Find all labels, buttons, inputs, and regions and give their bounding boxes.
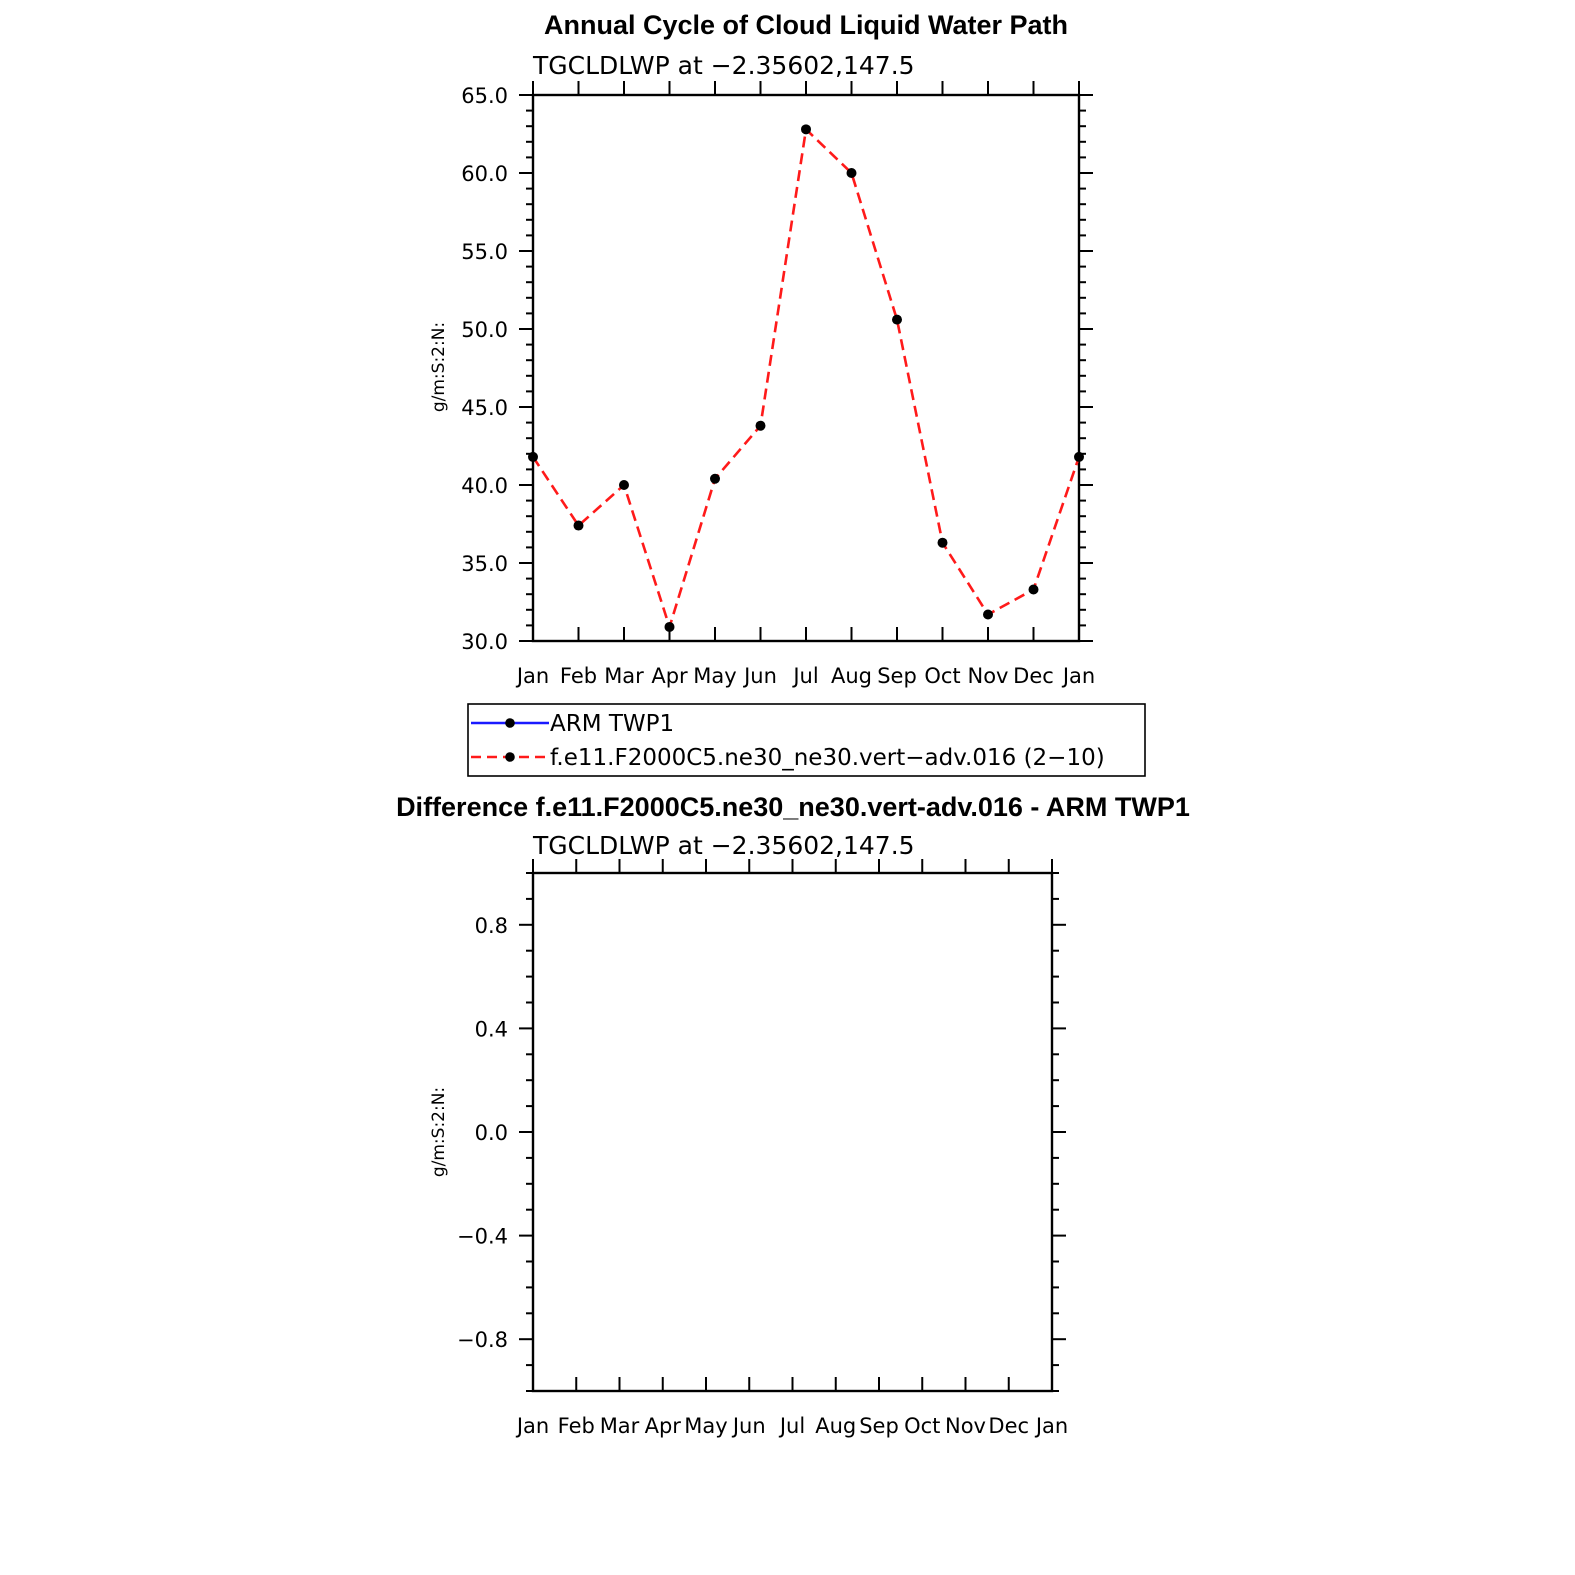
data-point bbox=[847, 168, 857, 178]
y-axis-label: g/m:S:2:N: bbox=[429, 321, 449, 413]
difference-subtitle: TGCLDLWP at −2.35602,147.5 bbox=[533, 831, 915, 860]
x-tick-label: Jan bbox=[516, 1414, 550, 1438]
x-tick-label: Jan bbox=[1035, 1414, 1069, 1438]
data-point bbox=[710, 474, 720, 484]
x-tick-label: Feb bbox=[557, 1414, 595, 1438]
x-tick-label: Feb bbox=[559, 664, 598, 688]
x-tick-label: Oct bbox=[924, 664, 961, 688]
y-tick-label: −0.4 bbox=[457, 1224, 508, 1249]
data-point bbox=[1074, 452, 1084, 462]
data-point bbox=[619, 480, 629, 490]
legend-marker-arm-twp1 bbox=[505, 718, 515, 728]
chart-subtitle: TGCLDLWP at −2.35602,147.5 bbox=[533, 51, 915, 80]
data-point bbox=[983, 609, 993, 619]
y-tick-label: 0.0 bbox=[474, 1121, 508, 1145]
x-tick-label: Oct bbox=[904, 1414, 941, 1438]
top-axis-ticks bbox=[519, 81, 1093, 641]
data-point bbox=[892, 315, 902, 325]
data-point bbox=[801, 124, 811, 134]
x-tick-label: Apr bbox=[644, 1414, 681, 1438]
data-point bbox=[756, 421, 766, 431]
x-tick-label: Nov bbox=[945, 1414, 986, 1438]
x-tick-label: Aug bbox=[815, 1414, 857, 1438]
difference-y-axis-label: g/m:S:2:N: bbox=[429, 1086, 449, 1178]
x-tick-label: May bbox=[684, 1414, 728, 1438]
annual-cycle-panel bbox=[429, 10, 1095, 688]
y-tick-label: 45.0 bbox=[461, 396, 508, 420]
x-tick-label: Jan bbox=[516, 664, 550, 688]
x-tick-label: May bbox=[693, 664, 737, 688]
x-tick-labels bbox=[515, 664, 1095, 688]
y-tick-label: −0.8 bbox=[457, 1328, 508, 1353]
y-tick-label: 65.0 bbox=[461, 84, 508, 108]
data-point bbox=[528, 452, 538, 462]
x-tick-label: Apr bbox=[651, 664, 688, 688]
difference-y-tick-labels bbox=[457, 914, 508, 1352]
difference-plot-frame bbox=[533, 873, 1052, 1391]
x-tick-label: Sep bbox=[859, 1414, 899, 1438]
legend-label-model: f.e11.F2000C5.ne30_ne30.vert−adv.016 (2−10) bbox=[550, 745, 1105, 771]
legend-label-arm-twp1: ARM TWP1 bbox=[550, 711, 675, 737]
y-tick-label: 50.0 bbox=[461, 318, 508, 342]
x-tick-label: Dec bbox=[1013, 664, 1054, 688]
data-point bbox=[938, 538, 948, 548]
x-tick-label: Jul bbox=[779, 1414, 806, 1438]
x-tick-label: Dec bbox=[988, 1414, 1030, 1438]
y-tick-label: 55.0 bbox=[461, 240, 508, 264]
difference-title: Difference f.e11.F2000C5.ne30_ne30.vert-adv.016 - ARM TWP1 bbox=[396, 792, 1190, 822]
x-tick-label: Jan bbox=[1062, 664, 1096, 688]
legend bbox=[468, 704, 1145, 776]
y-tick-labels bbox=[461, 84, 508, 654]
x-tick-label: Aug bbox=[830, 664, 873, 688]
x-tick-label: Nov bbox=[967, 664, 1009, 688]
y-tick-label: 40.0 bbox=[461, 474, 508, 498]
data-point bbox=[665, 622, 675, 632]
difference-x-tick-labels bbox=[515, 1414, 1068, 1438]
y-tick-label: 60.0 bbox=[461, 162, 508, 186]
data-point bbox=[574, 521, 584, 531]
y-tick-label: 30.0 bbox=[461, 630, 508, 654]
x-tick-label: Jun bbox=[744, 664, 777, 688]
x-tick-label: Mar bbox=[604, 664, 644, 688]
x-tick-label: Sep bbox=[877, 664, 917, 688]
y-tick-label: 35.0 bbox=[461, 552, 508, 576]
y-tick-label: 0.4 bbox=[474, 1017, 508, 1042]
chart-title: Annual Cycle of Cloud Liquid Water Path bbox=[543, 10, 1069, 40]
y-tick-label: 0.8 bbox=[474, 913, 508, 938]
series-line bbox=[533, 129, 1079, 627]
series-layer bbox=[528, 124, 1084, 632]
data-point bbox=[1029, 585, 1039, 595]
difference-axis-ticks bbox=[519, 859, 1066, 1391]
x-tick-label: Jul bbox=[793, 664, 819, 688]
x-tick-label: Mar bbox=[599, 1414, 640, 1438]
difference-panel bbox=[396, 792, 1190, 1438]
legend-marker-model bbox=[505, 752, 515, 762]
x-tick-label: Jun bbox=[732, 1414, 766, 1438]
plot-frame bbox=[533, 95, 1079, 641]
